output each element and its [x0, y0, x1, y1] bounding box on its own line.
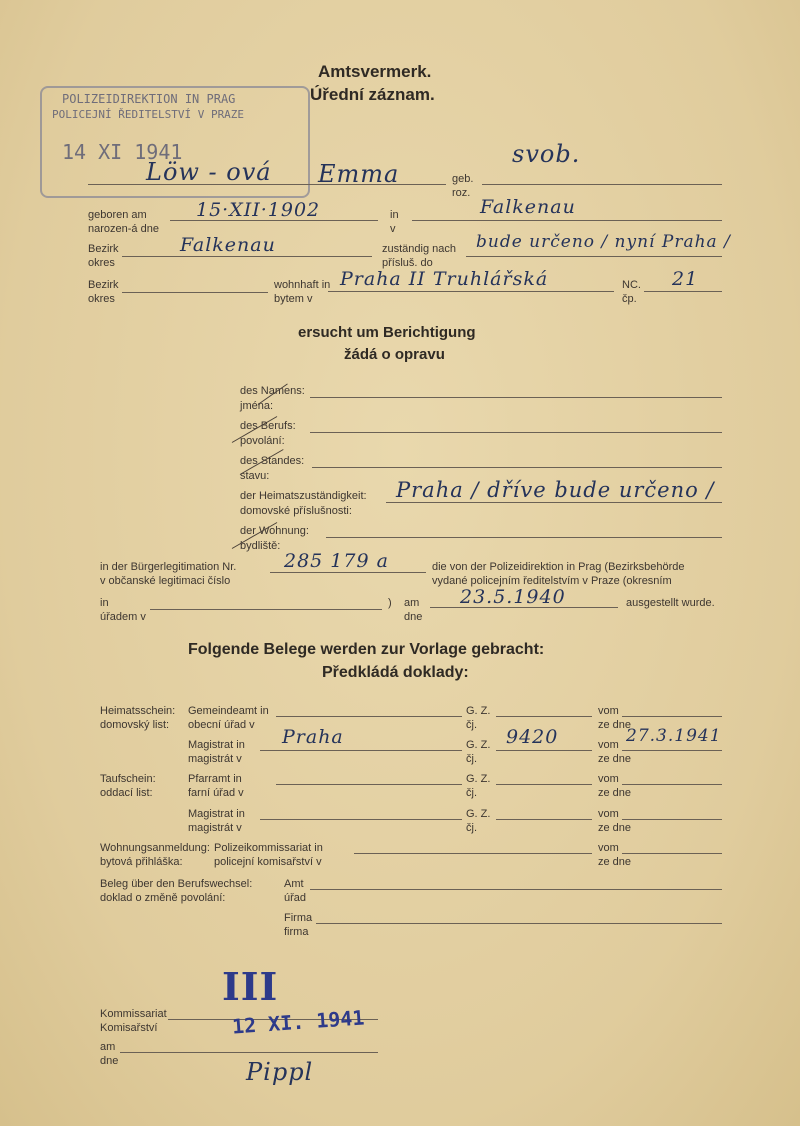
- label-wohnhaft: wohnhaft in: [274, 279, 331, 291]
- standes-line: [312, 467, 722, 468]
- field-domovske: domovské příslušnosti:: [240, 505, 352, 517]
- bezirk-2-line: [122, 292, 268, 293]
- gz-2-line: [496, 750, 592, 751]
- doc-obecni: obecní úřad v: [188, 719, 255, 731]
- doc-zedne-4: ze dne: [598, 822, 632, 834]
- doc-wohnungs-de: Wohnungsanmeldung:: [100, 842, 210, 854]
- field-wohnung: der Wohnung:: [240, 525, 309, 537]
- belege-title-de: Folgende Belege werden zur Vorlage gebracht:: [188, 641, 545, 658]
- district-line: [122, 256, 372, 257]
- vom-3-line: [622, 784, 722, 785]
- label-nc: NC.: [622, 279, 641, 291]
- label-bezirk-2: Bezirk: [88, 279, 119, 291]
- amt-line: [310, 889, 722, 890]
- legit-l1-cz: v občanské legitimaci číslo: [100, 575, 231, 587]
- title-de: Amtsvermerk.: [318, 62, 432, 81]
- magistrat-1-line: [260, 750, 462, 751]
- field-berufs: des Berufs:: [240, 420, 296, 432]
- label-narozen: narozen-á dne: [88, 223, 159, 235]
- field-jmena: jména:: [240, 400, 274, 412]
- hand-house-number: 21: [672, 268, 699, 290]
- legit-number-line: [270, 572, 426, 573]
- zustandig-line: [466, 256, 722, 257]
- born-place-line: [412, 220, 722, 221]
- legit-paren: ): [388, 597, 392, 609]
- doc-cj-2: čj.: [466, 753, 477, 765]
- doc-zedne-2: ze dne: [598, 753, 632, 765]
- gz-3-line: [496, 784, 592, 785]
- hand-legit-number: 285 179 a: [284, 550, 389, 572]
- vom-1-line: [622, 716, 722, 717]
- doc-amt: Amt: [284, 878, 304, 890]
- hand-zustandig: bude určeno / nyní Praha /: [476, 232, 731, 252]
- stamp-line-2: POLICEJNÍ ŘEDITELSTVÍ V PRAZE: [52, 108, 245, 121]
- doc-magistrat-1: Magistrat in: [188, 739, 245, 751]
- doc-cj-4: čj.: [466, 822, 477, 834]
- gz-1-line: [496, 716, 592, 717]
- doc-gz-3: G. Z.: [466, 773, 491, 785]
- doc-domovsky: domovský list:: [100, 719, 170, 731]
- doc-taufschein: Taufschein:: [100, 773, 156, 785]
- pfarramt-line: [276, 784, 462, 785]
- name-line: [88, 184, 446, 185]
- label-prislus: přísluš. do: [382, 257, 433, 269]
- field-bydliste: bydliště:: [240, 540, 281, 552]
- hand-heimat: Praha / dříve bude určeno /: [396, 478, 715, 502]
- doc-vom-1: vom: [598, 705, 619, 717]
- doc-zedne-5: ze dne: [598, 856, 632, 868]
- label-bezirk: Bezirk: [88, 243, 119, 255]
- field-stavu: stavu:: [240, 470, 270, 482]
- legit-in: in: [100, 597, 109, 609]
- hand-firstname: Emma: [318, 160, 400, 188]
- label-geb: geb.: [452, 173, 474, 185]
- legit-uradem: úřadem v: [100, 611, 146, 623]
- doc-wohnungs-cz: bytová přihláška:: [100, 856, 183, 868]
- vom-2-line: [622, 750, 722, 751]
- doc-gz-2: G. Z.: [466, 739, 491, 751]
- footer-komisarstvi: Komisařství: [100, 1022, 158, 1034]
- legit-l1-de: in der Bürgerlegitimation Nr.: [100, 561, 237, 573]
- hand-status: svob.: [512, 140, 581, 168]
- doc-firma: Firma: [284, 912, 313, 924]
- label-bytem: bytem v: [274, 293, 313, 305]
- geb-line: [482, 184, 722, 185]
- field-povolani: povolání:: [240, 435, 285, 447]
- berufs-line: [310, 432, 722, 433]
- doc-zedne-3: ze dne: [598, 787, 632, 799]
- number-line: [644, 291, 722, 292]
- title-cz: Úřední záznam.: [310, 85, 435, 104]
- label-v: v: [390, 223, 396, 235]
- gz-4-line: [496, 819, 592, 820]
- label-in: in: [390, 209, 399, 221]
- footer-am: am: [100, 1041, 116, 1053]
- hand-born-place: Falkenau: [480, 196, 576, 218]
- am-line: [120, 1052, 378, 1053]
- field-namens: des Namens:: [240, 385, 305, 397]
- doc-beleg-de: Beleg über den Berufswechsel:: [100, 878, 253, 890]
- date-stamp: 12 XI. 1941: [231, 1005, 366, 1039]
- belege-title-cz: Předkládá doklady:: [322, 664, 469, 681]
- label-geboren: geboren am: [88, 209, 147, 221]
- doc-zedne-1: ze dne: [598, 719, 632, 731]
- born-date-line: [170, 220, 378, 221]
- namens-line: [310, 397, 722, 398]
- request-title-cz: žádá o opravu: [344, 346, 445, 363]
- hand-born-date: 15·XII·1902: [196, 199, 321, 221]
- doc-urad: úřad: [284, 892, 307, 904]
- residence-line: [328, 291, 614, 292]
- doc-cj-1: čj.: [466, 719, 477, 731]
- doc-gz-4: G. Z.: [466, 808, 491, 820]
- field-heimat: der Heimatszuständigkeit:: [240, 490, 367, 502]
- doc-cj-3: čj.: [466, 787, 477, 799]
- legit-dne: dne: [404, 611, 423, 623]
- roman-stamp: III: [222, 964, 279, 1009]
- doc-gemeindeamt: Gemeindeamt in: [188, 705, 269, 717]
- stamp-line-1: POLIZEIDIREKTION IN PRAG: [62, 92, 236, 106]
- wohnung-line: [326, 537, 722, 538]
- hand-legit-date: 23.5.1940: [460, 586, 566, 608]
- stamp-line-3: 14 XI 1941: [62, 140, 183, 164]
- legit-r1-cz: vydané policejním ředitelstvím v Praze (okresním: [432, 575, 672, 587]
- hand-doc-gz: 9420: [506, 726, 559, 748]
- doc-firma-cz: firma: [284, 926, 309, 938]
- label-zustandig: zuständig nach: [382, 243, 456, 255]
- doc-vom-3: vom: [598, 773, 619, 785]
- doc-beleg-cz: doklad o změně povolání:: [100, 892, 226, 904]
- legit-am: am: [404, 597, 420, 609]
- doc-vom-5: vom: [598, 842, 619, 854]
- hand-residence: Praha II Truhlářská: [340, 268, 549, 290]
- doc-vom-4: vom: [598, 808, 619, 820]
- hand-district: Falkenau: [180, 234, 276, 256]
- vom-5-line: [622, 853, 722, 854]
- label-roz: roz.: [452, 187, 471, 199]
- magistrat-2-line: [260, 819, 462, 820]
- hand-doc-date: 27.3.1941: [626, 726, 722, 746]
- request-title-de: ersucht um Berichtigung: [298, 324, 476, 341]
- firma-line: [316, 923, 722, 924]
- field-standes: des Standes:: [240, 455, 305, 467]
- gemeinde-line: [276, 716, 462, 717]
- hand-surname: Löw - ová: [146, 158, 272, 186]
- hand-doc-praha: Praha: [282, 726, 344, 748]
- doc-oddaci: oddací list:: [100, 787, 153, 799]
- doc-polizei-cz: policejní komisařství v: [214, 856, 322, 868]
- doc-magistrat-cz-1: magistrát v: [188, 753, 242, 765]
- vom-4-line: [622, 819, 722, 820]
- label-okres-2: okres: [88, 293, 115, 305]
- doc-vom-2: vom: [598, 739, 619, 751]
- signature: Pippl: [246, 1058, 314, 1086]
- label-okres: okres: [88, 257, 115, 269]
- footer-kommissariat: Kommissariat: [100, 1008, 167, 1020]
- legit-date-line: [430, 607, 618, 608]
- doc-pfarramt: Pfarramt in: [188, 773, 242, 785]
- doc-magistrat-cz-2: magistrát v: [188, 822, 242, 834]
- label-cp: čp.: [622, 293, 637, 305]
- heimat-line: [386, 502, 722, 503]
- doc-farni: farní úřad v: [188, 787, 244, 799]
- doc-magistrat-2: Magistrat in: [188, 808, 245, 820]
- doc-heimatschein: Heimatsschein:: [100, 705, 176, 717]
- doc-polizei-de: Polizeikommissariat in: [214, 842, 323, 854]
- footer-dne: dne: [100, 1055, 119, 1067]
- legit-r1-de: die von der Polizeidirektion in Prag (Bezirksbehörde: [432, 561, 685, 573]
- polizei-line: [354, 853, 592, 854]
- legit-in-line: [150, 609, 382, 610]
- doc-gz-1: G. Z.: [466, 705, 491, 717]
- legit-ausgestellt: ausgestellt wurde.: [626, 597, 715, 609]
